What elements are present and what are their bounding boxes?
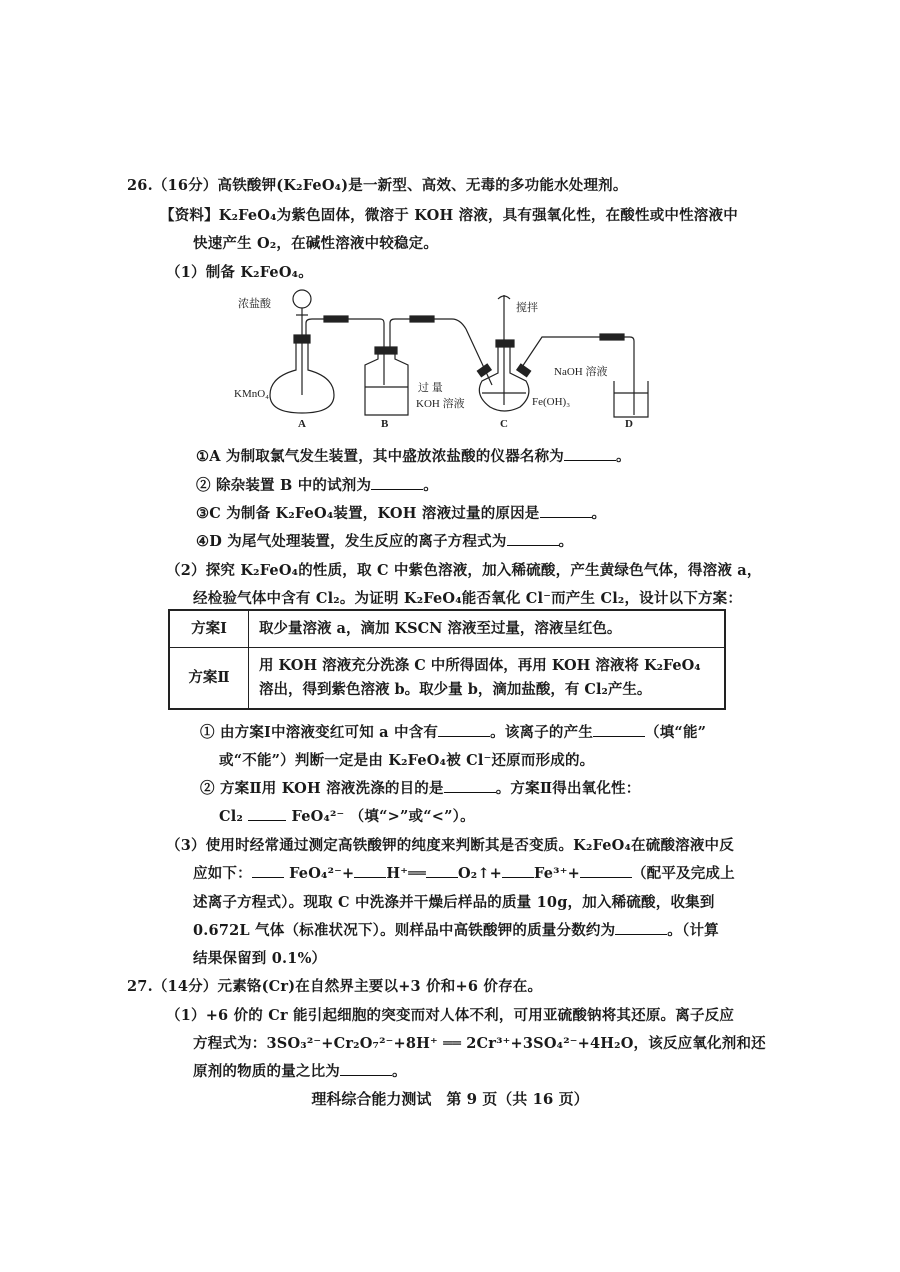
p1-q4-text: ④D 为尾气处理装置，发生反应的离子方程式为 bbox=[196, 533, 507, 550]
answer-blank[interactable] bbox=[593, 722, 645, 737]
answer-blank[interactable] bbox=[426, 863, 458, 878]
plan-1-text: 取少量溶液 a，滴加 KSCN 溶液至过量，溶液呈红色。 bbox=[249, 610, 726, 648]
table-row bbox=[169, 610, 725, 648]
q27-title: 27.（14分）元素铬(Cr)在自然界主要以+3 价和+6 价存在。 bbox=[127, 978, 543, 995]
answer-blank[interactable] bbox=[564, 446, 616, 461]
p1-q3-text: ③C 为制备 K₂FeO₄装置，KOH 溶液过量的原因是 bbox=[196, 505, 540, 522]
plan-1-name: 方案Ⅰ bbox=[169, 610, 249, 648]
p2-q2-text-b: 。方案Ⅱ得出氧化性： bbox=[495, 780, 641, 797]
period: 。 bbox=[591, 505, 607, 522]
q27-line3-text: 原剂的物质的量之比为 bbox=[193, 1063, 340, 1080]
eq-tail: （配平及完成上 bbox=[631, 865, 735, 882]
q26-info-line1: 【资料】K₂FeO₄为紫色固体，微溶于 KOH 溶液，具有强氧化性，在酸性或中性溶液中 bbox=[160, 207, 738, 224]
label-naoh-solution: NaOH 溶液 bbox=[554, 366, 608, 378]
part2-line1: （2）探究 K₂FeO₄的性质，取 C 中紫色溶液，加入稀硫酸，产生黄绿色气体，得溶液 a， bbox=[166, 562, 762, 579]
answer-blank[interactable] bbox=[340, 1061, 392, 1076]
plans-table bbox=[168, 609, 726, 710]
answer-blank[interactable] bbox=[371, 475, 423, 490]
part3-line4-tail: 。（计算 bbox=[667, 922, 719, 939]
label-conc-hcl: 浓盐酸 bbox=[238, 298, 271, 310]
p2-question-1-cont: 或“不能”）判断一定是由 K₂FeO₄被 Cl⁻还原而形成的。 bbox=[219, 752, 595, 769]
label-kmno4: KMnO₄ bbox=[234, 388, 270, 400]
p2-question-1 bbox=[200, 721, 706, 742]
p2-q1-text-a: ① 由方案Ⅰ中溶液变红可知 a 中含有 bbox=[200, 724, 439, 741]
p1-question-4 bbox=[196, 530, 573, 551]
feo4-formula: FeO₄²⁻ bbox=[291, 808, 345, 825]
part3-line5: 结果保留到 0.1%） bbox=[193, 950, 327, 967]
p2-q2-text-a: ② 方案Ⅱ用 KOH 溶液洗涤的目的是 bbox=[200, 780, 444, 797]
p1-question-3 bbox=[196, 502, 606, 523]
q26-title: 26.（16分）高铁酸钾(K₂FeO₄)是一新型、高效、无毒的多功能水处理剂。 bbox=[127, 177, 628, 194]
table-row bbox=[169, 648, 725, 710]
period: 。 bbox=[392, 1063, 407, 1080]
part3-line4 bbox=[193, 919, 719, 940]
eq-o2: O₂↑+ bbox=[457, 865, 503, 882]
answer-blank[interactable] bbox=[438, 722, 490, 737]
q26-part1-title: （1）制备 K₂FeO₄。 bbox=[166, 264, 313, 281]
p1-question-2 bbox=[196, 474, 438, 495]
apparatus-diagram bbox=[220, 285, 670, 430]
p2-q1-text-b: 。该离子的产生 bbox=[490, 724, 594, 741]
eq-feo4: FeO₄²⁻+ bbox=[289, 865, 355, 882]
p1-q1-text: ①A 为制取氯气发生装置，其中盛放浓盐酸的仪器名称为 bbox=[196, 448, 564, 465]
part3-line3: 述离子方程式）。现取 C 中洗涤并干燥后样品的质量 10g，加入稀硫酸，收集到 bbox=[193, 894, 715, 911]
answer-blank[interactable] bbox=[502, 863, 534, 878]
label-feoh3: Fe(OH)₃ bbox=[532, 396, 571, 408]
label-d: D bbox=[625, 418, 633, 430]
plan-2-text: 用 KOH 溶液充分洗涤 C 中所得固体，再用 KOH 溶液将 K₂FeO₄溶出，得到紫色溶液 b。取少量 b，滴加盐酸，有 Cl₂产生。 bbox=[249, 648, 726, 710]
answer-blank[interactable] bbox=[615, 920, 667, 935]
label-b: B bbox=[381, 418, 389, 430]
answer-blank[interactable] bbox=[252, 863, 284, 878]
part3-line4-text: 0.672L 气体（标准状况下）。则样品中高铁酸钾的质量分数约为 bbox=[193, 922, 616, 939]
period: 。 bbox=[423, 477, 438, 494]
label-koh-solution: KOH 溶液 bbox=[416, 398, 465, 410]
period: 。 bbox=[616, 448, 631, 465]
label-stir: 搅拌 bbox=[516, 302, 538, 314]
answer-blank[interactable] bbox=[248, 806, 286, 821]
cl2-formula: Cl₂ bbox=[219, 808, 243, 825]
period: 。 bbox=[558, 533, 574, 550]
q26-info-line2: 快速产生 O₂，在碱性溶液中较稳定。 bbox=[193, 235, 439, 252]
part3-equation bbox=[193, 862, 735, 883]
answer-blank[interactable] bbox=[444, 778, 496, 793]
plan-2-name: 方案Ⅱ bbox=[169, 648, 249, 710]
answer-blank[interactable] bbox=[507, 531, 559, 546]
q27-part1-line1: （1）+6 价的 Cr 能引起细胞的突变而对人体不利，可用亚硫酸钠将其还原。离子反应 bbox=[166, 1007, 735, 1024]
eq-h: H⁺══ bbox=[386, 865, 426, 882]
label-excess: 过 量 bbox=[418, 382, 443, 394]
label-c: C bbox=[500, 418, 508, 430]
p2-question-2 bbox=[200, 777, 640, 798]
p2-question-2-cont bbox=[219, 805, 475, 826]
answer-blank[interactable] bbox=[354, 863, 386, 878]
answer-blank[interactable] bbox=[580, 863, 632, 878]
p2-q2-tail: （填“>”或“<”）。 bbox=[349, 808, 475, 825]
p2-q1-text-c: （填“能” bbox=[645, 724, 707, 741]
eq-prefix: 应如下： bbox=[193, 865, 252, 882]
page-footer: 理科综合能力测试 第 9 页（共 16 页） bbox=[311, 1090, 589, 1108]
part2-line2: 经检验气体中含有 Cl₂。为证明 K₂FeO₄能否氧化 Cl⁻而产生 Cl₂，设计以下方案： bbox=[193, 590, 743, 607]
q27-part1-line2: 方程式为：3SO₃²⁻+Cr₂O₇²⁻+8H⁺ ══ 2Cr³⁺+3SO₄²⁻+4H₂O，该反应氧化剂和还 bbox=[193, 1035, 766, 1052]
answer-blank[interactable] bbox=[540, 503, 592, 518]
part3-line1: （3）使用时经常通过测定高铁酸钾的纯度来判断其是否变质。K₂FeO₄在硫酸溶液中反 bbox=[166, 837, 734, 854]
p1-q2-text: ② 除杂装置 B 中的试剂为 bbox=[196, 477, 372, 494]
q27-part1-line3 bbox=[193, 1060, 407, 1081]
label-a: A bbox=[298, 418, 306, 430]
eq-fe: Fe³⁺+ bbox=[534, 865, 580, 882]
p1-question-1 bbox=[196, 445, 631, 466]
